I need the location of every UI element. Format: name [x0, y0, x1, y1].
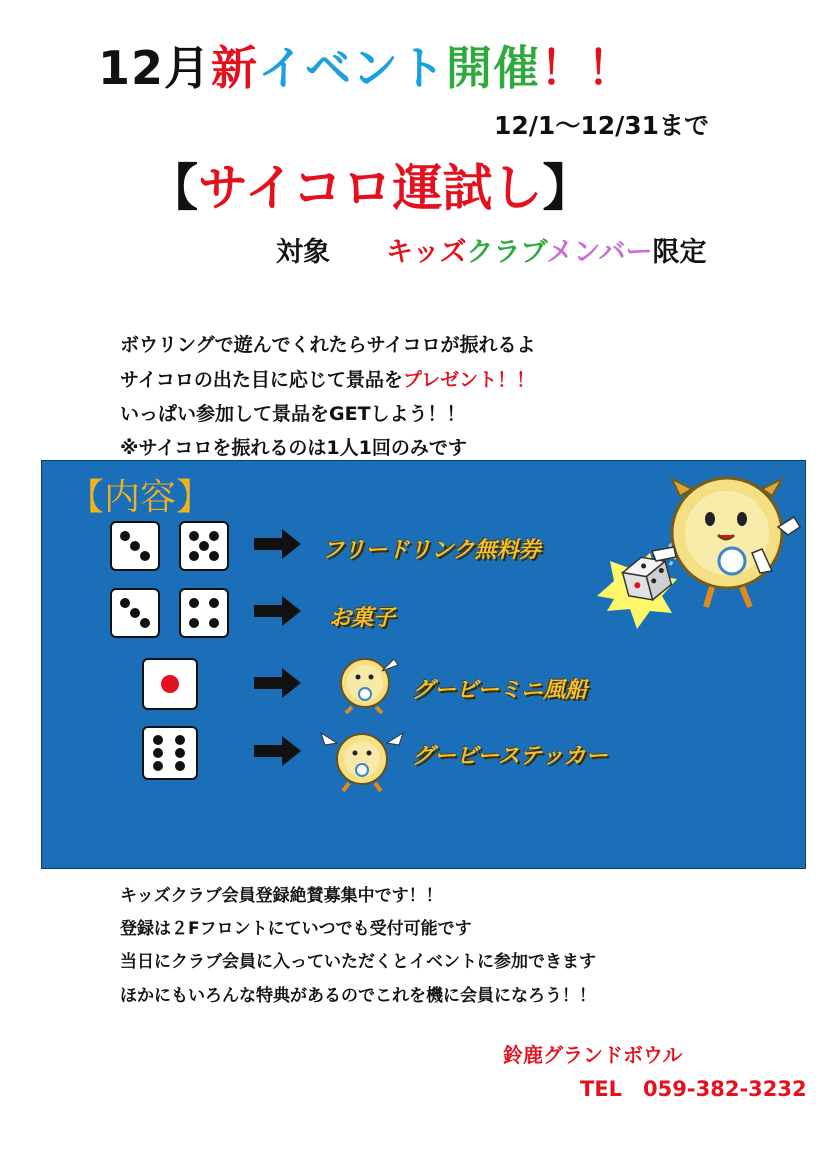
title-part: 12月 [98, 41, 212, 95]
prize-panel [41, 460, 806, 869]
target-part: クラブ [466, 237, 547, 268]
arrow-right-icon [254, 668, 302, 698]
target-label: 対象 [276, 237, 330, 268]
mascot-icon [317, 723, 407, 793]
dice-3-icon [110, 521, 160, 571]
dice-1-icon [142, 658, 198, 710]
title-part: 新 [211, 41, 259, 95]
arrow-right-icon [254, 596, 302, 626]
intro-line-text: サイコロの出た目に応じて景品を [120, 369, 403, 391]
footer-line: 登録は２Fフロントにていつでも受付可能です [120, 919, 472, 939]
target-part: 限定 [652, 237, 707, 268]
dice-5-icon [179, 521, 229, 571]
event-name [148, 148, 593, 220]
arrow-right-icon [254, 736, 302, 766]
event-name-text: サイコロ運試し [198, 159, 543, 217]
footer-line: ほかにもいろんな特典があるのでこれを機に会員になろう！！ [120, 986, 596, 1006]
intro-line: ボウリングで遊んでくれたらサイコロが振れるよ [120, 334, 536, 356]
mascot-throwing-dice-icon [592, 461, 802, 631]
arrow-right-icon [254, 529, 302, 559]
event-period: 12/1～12/31まで [494, 111, 710, 140]
intro-present: プレゼント！！ [402, 369, 536, 391]
mascot-icon [332, 649, 402, 715]
title-part: ！！ [540, 41, 635, 95]
dice-6-icon [142, 726, 198, 780]
bracket-close: 】 [542, 159, 593, 217]
prize-label: グービーミニ風船 [412, 678, 588, 703]
page-title [98, 32, 634, 98]
venue-name: 鈴鹿グランドボウル [503, 1043, 683, 1067]
intro-note: ※サイコロを振れるのは1人1回のみです [120, 437, 467, 459]
target-part: メンバー [546, 237, 653, 268]
footer-line: キッズクラブ会員登録絶賛募集中です！！ [120, 886, 443, 906]
prize-label: フリードリンク無料券 [322, 538, 541, 563]
prize-label: お菓子 [329, 606, 396, 631]
title-part: イベント [258, 41, 447, 95]
venue-tel: TEL 059-382-3232 [580, 1077, 807, 1101]
dice-3-icon [110, 588, 160, 638]
intro-line: いっぱい参加して景品をGETしよう！！ [120, 403, 466, 425]
bracket-open: 【 [148, 159, 198, 217]
footer-line: 当日にクラブ会員に入っていただくとイベントに参加できます [120, 952, 596, 972]
title-part: 開催 [446, 41, 541, 95]
dice-4-icon [179, 588, 229, 638]
prize-label: グービーステッカー [412, 744, 608, 769]
panel-heading: 【内容】 [68, 477, 213, 518]
target-part: キッズ [386, 237, 467, 268]
intro-line [120, 365, 535, 392]
target-line [276, 230, 707, 269]
